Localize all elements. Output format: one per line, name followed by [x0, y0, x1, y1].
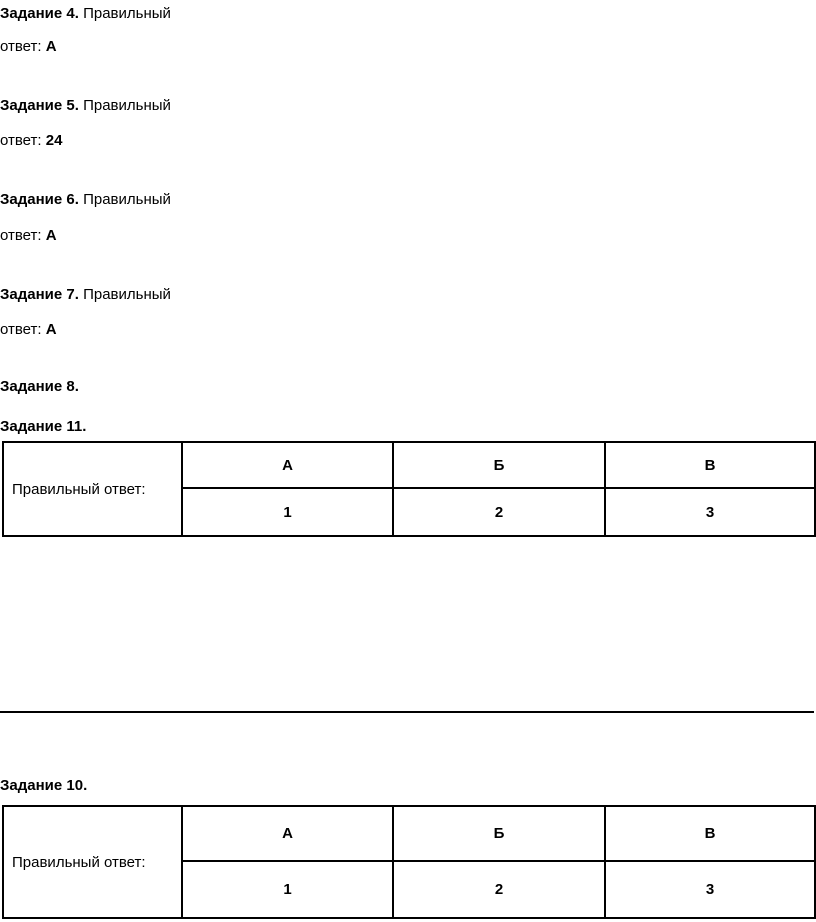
task-11-header-v: В [605, 442, 815, 488]
task-10-answer-table [2, 805, 816, 919]
task-11-header-a: А [182, 442, 393, 488]
task-6-answer-prefix: ответ: [0, 227, 46, 244]
task-10-value-b: 2 [393, 861, 605, 918]
task-8-title: Задание 8. [0, 378, 79, 395]
task-11-header-b: Б [393, 442, 605, 488]
task-11-value-b: 2 [393, 488, 605, 536]
task-5-heading [0, 97, 171, 115]
task-10-header-b: Б [393, 806, 605, 861]
task-4-heading [0, 5, 171, 23]
task-5-answer: 24 [45, 132, 63, 149]
task-7-title: Задание 7. [0, 286, 79, 303]
task-10-value-v: 3 [605, 861, 815, 918]
task-10-header-v: В [605, 806, 815, 861]
task-4-answer-line [0, 38, 57, 56]
task-10-value-a: 1 [182, 861, 393, 918]
task-7-text: Правильный [78, 286, 171, 303]
task-11-title: Задание 11. [0, 418, 87, 435]
task-6-heading [0, 191, 171, 209]
task-5-title: Задание 5. [0, 97, 79, 114]
section-divider [0, 711, 814, 713]
task-6-answer: А [45, 227, 57, 244]
task-5-answer-prefix: ответ: [0, 132, 46, 149]
task-6-answer-line [0, 227, 57, 245]
task-11-answer-table [2, 441, 816, 537]
task-10-header-a: А [182, 806, 393, 861]
task-7-heading [0, 286, 171, 304]
task-11-header-row [3, 442, 815, 488]
task-10-label: Правильный ответ: [3, 806, 182, 918]
task-5-answer-line [0, 132, 62, 150]
task-11-value-a: 1 [182, 488, 393, 536]
task-11-value-v: 3 [605, 488, 815, 536]
task-4-answer: А [45, 38, 57, 55]
task-4-answer-prefix: ответ: [0, 38, 46, 55]
task-5-text: Правильный [78, 97, 171, 114]
task-4-title: Задание 4. [0, 5, 79, 22]
task-7-answer-prefix: ответ: [0, 321, 46, 338]
task-6-title: Задание 6. [0, 191, 79, 208]
task-4-text: Правильный [78, 5, 171, 22]
task-11-label: Правильный ответ: [3, 442, 182, 536]
task-10-title: Задание 10. [0, 777, 88, 794]
task-6-text: Правильный [78, 191, 171, 208]
task-7-answer: А [45, 321, 57, 338]
task-7-answer-line [0, 321, 57, 339]
task-10-header-row [3, 806, 815, 861]
